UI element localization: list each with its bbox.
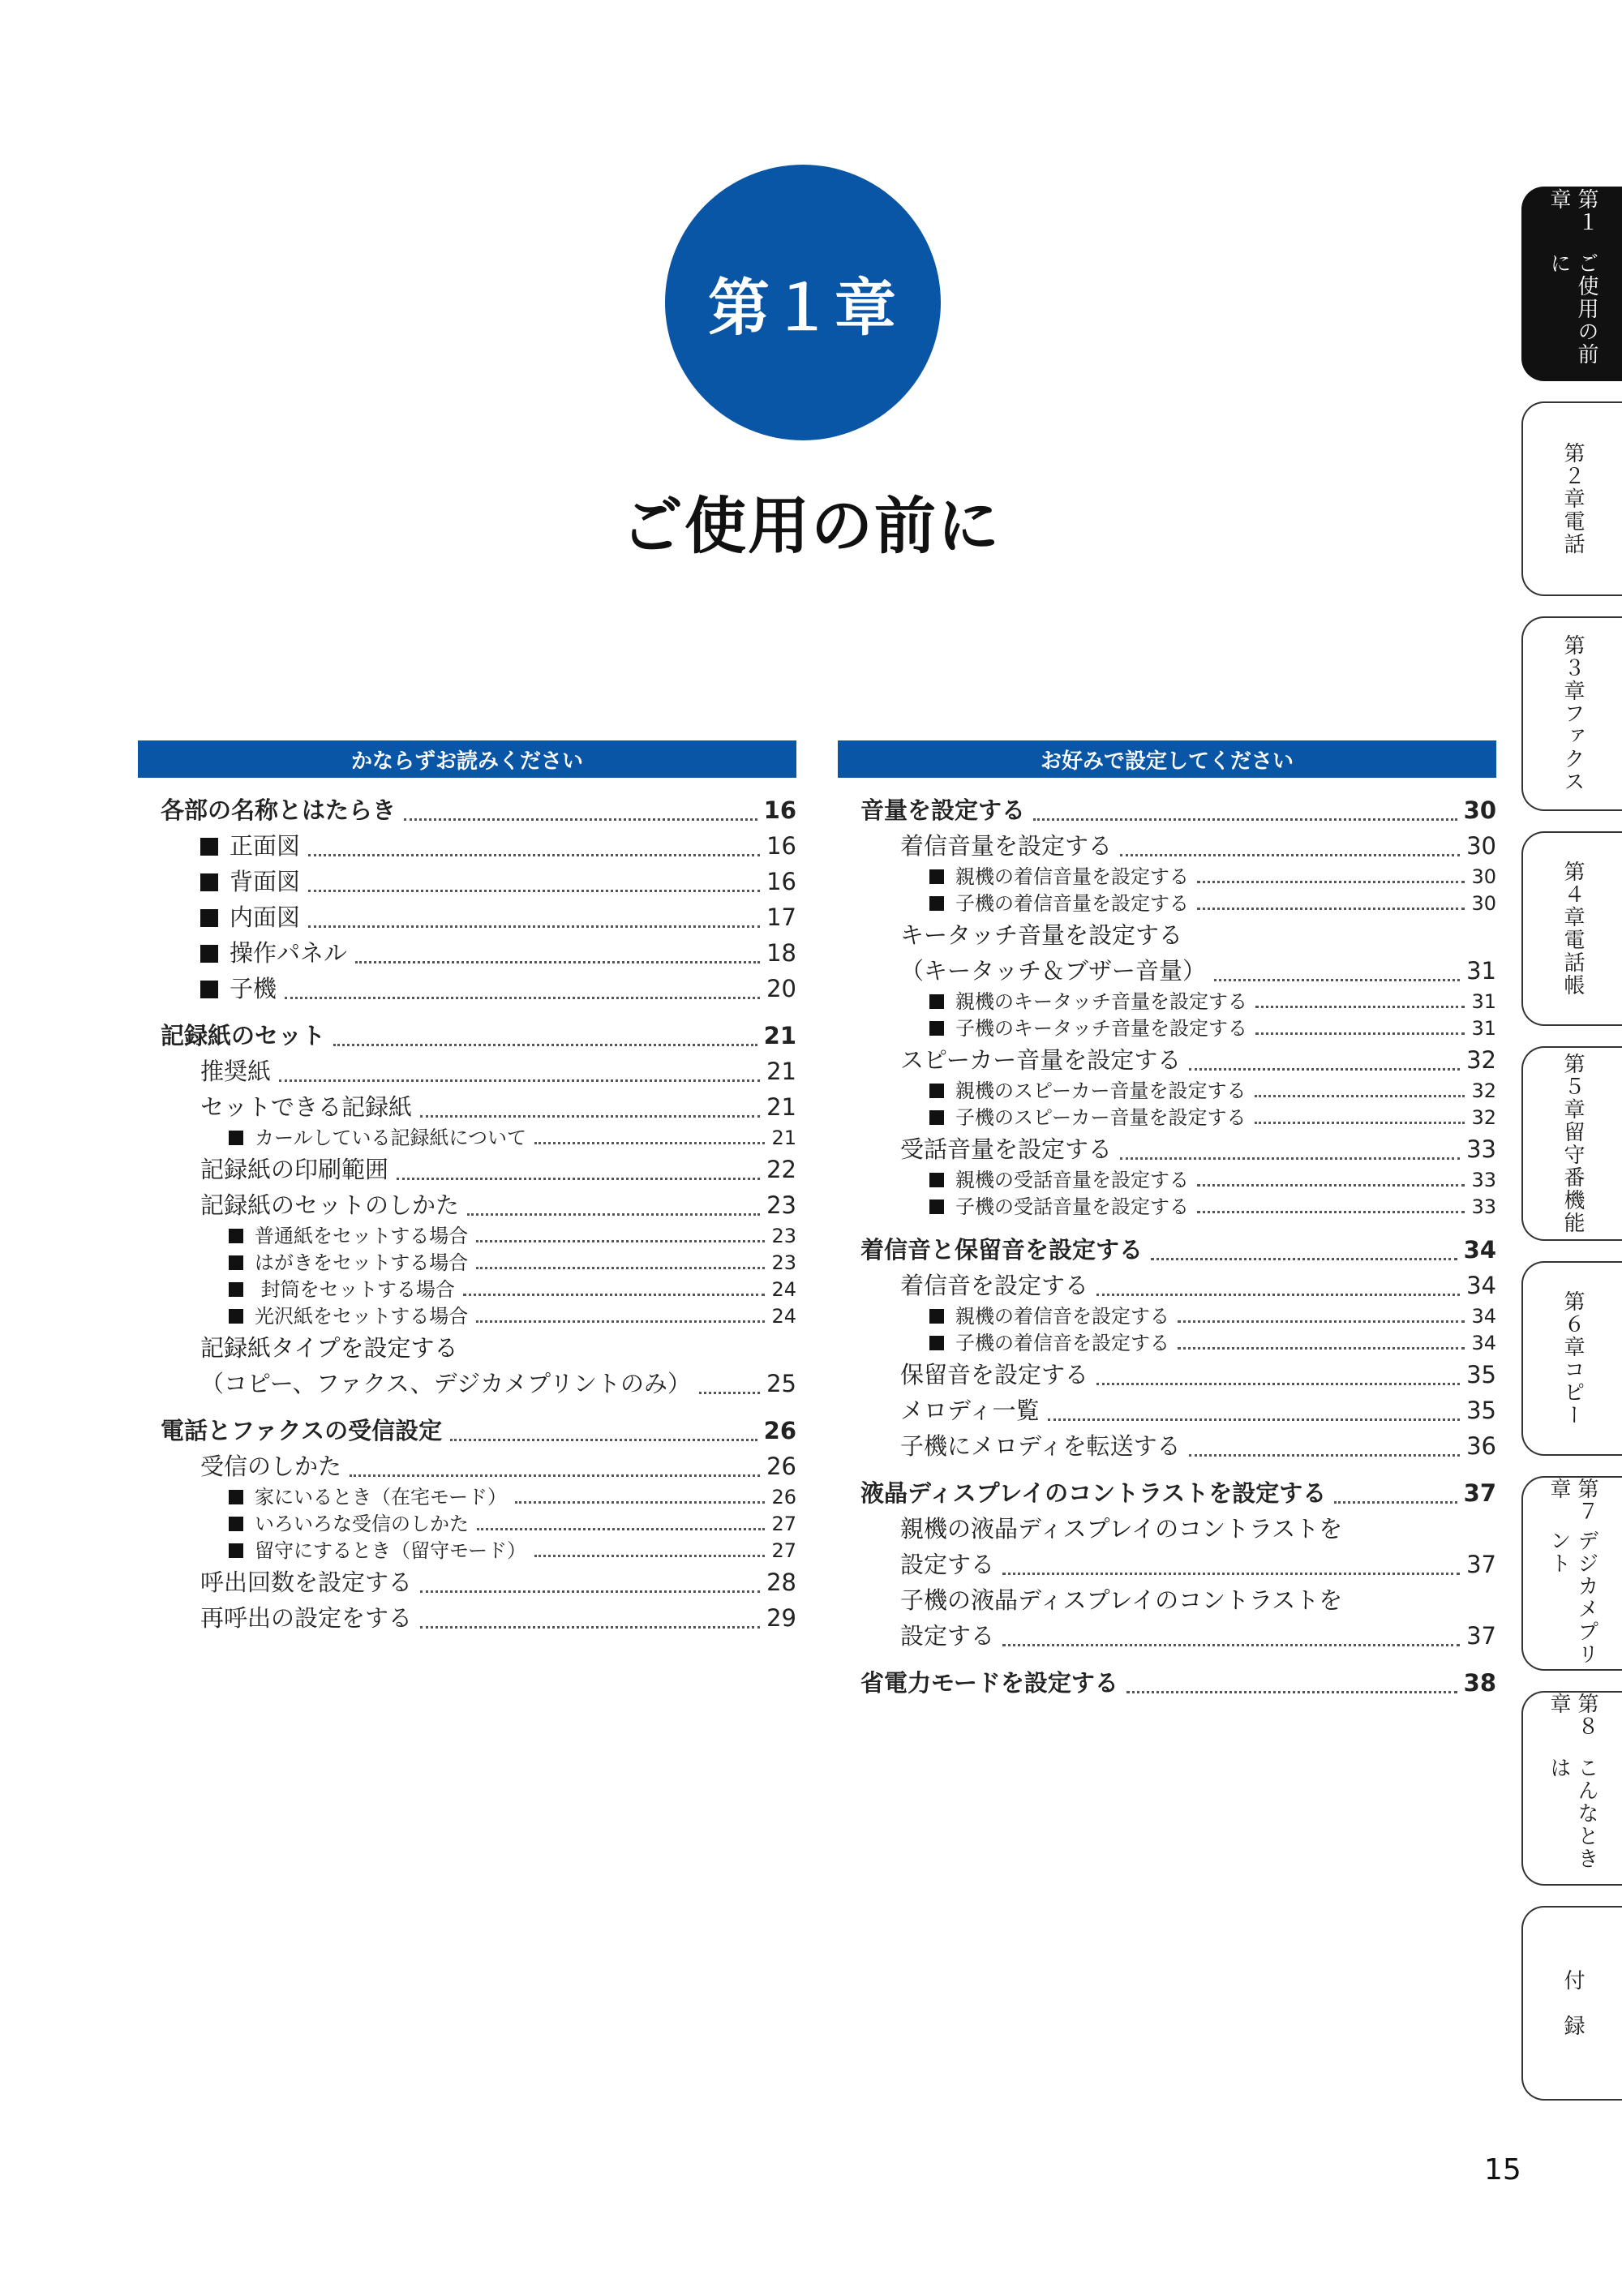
dot-leader (476, 1320, 765, 1323)
toc-entry-text: 保留音を設定する (900, 1361, 1089, 1388)
toc-entry-text: 親機の着信音を設定する (955, 1305, 1169, 1328)
toc-page-number: 34 (1463, 1236, 1496, 1264)
tab-chapter-title: 留守番機能 (1560, 1121, 1585, 1234)
toc-entry-text: セットできる記録紙 (200, 1093, 413, 1121)
toc-page-number: 25 (766, 1370, 796, 1397)
toc-entry[interactable] (838, 1105, 1496, 1131)
toc-page-number: 37 (1466, 1622, 1496, 1650)
bullet-square-icon (200, 909, 218, 927)
dot-leader (1002, 1573, 1460, 1575)
toc-entry-text: 記録紙の印刷範囲 (200, 1156, 389, 1183)
dot-leader (1255, 1006, 1465, 1008)
toc-entry[interactable] (838, 1015, 1496, 1042)
dot-leader (1033, 818, 1457, 821)
toc-section-entry[interactable] (138, 1018, 796, 1054)
dot-leader (463, 1294, 766, 1296)
bullet-square-icon (929, 1199, 944, 1214)
toc-entry[interactable] (138, 1303, 796, 1330)
toc-page-number: 22 (766, 1156, 796, 1183)
toc-page-number: 29 (766, 1604, 796, 1632)
toc-entry[interactable] (138, 1152, 796, 1187)
toc-page-number: 33 (1471, 1195, 1496, 1218)
toc-page-number: 28 (766, 1569, 796, 1596)
toc-entry-text: はがきをセットする場合 (255, 1251, 469, 1274)
dot-leader (476, 1240, 765, 1242)
bullet-square-icon (229, 1131, 243, 1145)
toc-entry[interactable] (138, 1223, 796, 1250)
dot-leader (1197, 1184, 1465, 1187)
bullet-square-icon (229, 1282, 243, 1297)
dot-leader (1197, 1211, 1465, 1213)
dot-leader (1002, 1644, 1460, 1646)
toc-page-number: 21 (766, 1093, 796, 1121)
toc-page-number: 32 (1471, 1106, 1496, 1129)
toc-entry[interactable] (138, 1484, 796, 1511)
toc-entry-text: 着信音量を設定する (900, 832, 1113, 860)
page-title: ご使用の前に (621, 490, 1001, 562)
toc-page-number: 27 (771, 1513, 796, 1535)
dot-leader (1255, 1032, 1465, 1035)
toc-page-number: 21 (763, 1022, 796, 1049)
dot-leader (515, 1501, 765, 1504)
toc-entry[interactable] (838, 891, 1496, 917)
toc-entry[interactable] (138, 1448, 796, 1484)
toc-entry[interactable] (838, 1131, 1496, 1167)
toc-section-entry[interactable] (838, 1665, 1496, 1701)
tab-chapter-number: 第４章 (1560, 860, 1585, 929)
toc-entry-text: 親機の着信音量を設定する (955, 865, 1189, 888)
toc-page-number: 31 (1471, 990, 1496, 1013)
toc-entry[interactable] (138, 899, 796, 935)
toc-entry[interactable] (138, 1366, 796, 1401)
toc-page-number: 35 (1466, 1397, 1496, 1424)
toc-section-entry[interactable] (838, 1475, 1496, 1511)
toc-section-title: 着信音と保留音を設定する (860, 1236, 1144, 1264)
toc-entry-text: 内面図 (230, 903, 301, 931)
toc-entry[interactable] (838, 1268, 1496, 1303)
chapter-tab-2[interactable] (1521, 401, 1622, 596)
toc-page-number: 35 (1466, 1361, 1496, 1388)
toc-entry[interactable] (838, 1393, 1496, 1428)
dot-leader (1178, 1347, 1465, 1350)
toc-page-number: 16 (763, 796, 796, 824)
toc-entry-text: キータッチ音量を設定する (900, 921, 1183, 949)
toc-entry-text: スピーカー音量を設定する (900, 1046, 1182, 1074)
chapter-tab-3[interactable] (1521, 616, 1622, 811)
tab-chapter-number: 第３章 (1560, 634, 1585, 702)
bullet-square-icon (929, 869, 944, 884)
tab-chapter-number: 第１章 (1547, 188, 1598, 234)
toc-entry-text: 背面図 (230, 868, 301, 895)
toc-entry[interactable] (138, 1538, 796, 1564)
tab-chapter-title: ファクス (1560, 702, 1585, 793)
chapter-tab-4[interactable] (1521, 831, 1622, 1026)
dot-leader (1126, 1691, 1457, 1693)
dot-leader (1189, 1068, 1460, 1071)
toc-entry[interactable] (838, 1428, 1496, 1464)
bullet-square-icon (229, 1309, 243, 1324)
toc-entry-text: 受信のしかた (200, 1453, 342, 1480)
toc-entry-line[interactable] (138, 1330, 796, 1366)
tab-chapter-number: 第７章 (1547, 1478, 1598, 1523)
toc-section-title: 各部の名称とはたらき (161, 796, 397, 824)
toc-page-number: 33 (1466, 1135, 1496, 1163)
toc-entry-text: 子機のキータッチ音量を設定する (955, 1017, 1247, 1040)
dot-leader (534, 1555, 765, 1557)
dot-leader (467, 1213, 760, 1216)
dot-leader (534, 1142, 765, 1144)
chapter-tab-1[interactable] (1521, 187, 1622, 381)
toc-entry[interactable] (838, 1303, 1496, 1330)
toc-entry-text: 記録紙のセットのしかた (200, 1191, 460, 1219)
bullet-square-icon (200, 838, 218, 856)
toc-entry-text: 子機のスピーカー音量を設定する (955, 1106, 1247, 1129)
toc-entry[interactable] (138, 828, 796, 864)
toc-entry[interactable] (838, 953, 1496, 989)
toc-entry-text: （コピー、ファクス、デジカメプリントのみ） (200, 1370, 691, 1397)
toc-entry-text: 親機のキータッチ音量を設定する (955, 990, 1247, 1013)
toc-entry-text: 親機の受話音量を設定する (955, 1169, 1189, 1191)
toc-entry-text: 正面図 (230, 832, 301, 860)
toc-page-number: 31 (1466, 957, 1496, 985)
toc-entry[interactable] (838, 1194, 1496, 1221)
toc-page-number: 21 (771, 1127, 796, 1149)
toc-entry-line[interactable] (838, 917, 1496, 953)
chapter-tab-8[interactable] (1521, 1691, 1622, 1886)
toc-entry-text: 子機 (230, 975, 277, 1002)
bullet-square-icon (929, 994, 944, 1009)
toc-page-number: 26 (771, 1486, 796, 1508)
toc-page-number: 36 (1466, 1432, 1496, 1460)
toc-entry-text: 呼出回数を設定する (200, 1569, 413, 1596)
toc-entry-text: 封筒をセットする場合 (255, 1278, 455, 1301)
toc-section-title: 液晶ディスプレイのコントラストを設定する (860, 1479, 1327, 1507)
toc-entry-text: カールしている記録紙について (255, 1127, 527, 1149)
tab-chapter-number: 第５章 (1560, 1053, 1585, 1121)
toc-entry[interactable] (138, 1250, 796, 1277)
dot-leader (355, 961, 760, 963)
dot-leader (477, 1528, 765, 1530)
toc-entry[interactable] (138, 1600, 796, 1636)
bullet-square-icon (200, 945, 218, 963)
toc-page-number: 38 (1463, 1669, 1496, 1697)
dot-leader (1189, 1454, 1460, 1457)
bullet-square-icon (929, 1309, 944, 1324)
dot-leader (308, 925, 760, 928)
toc-page-number: 31 (1471, 1017, 1496, 1040)
chapter-tab-5[interactable] (1521, 1046, 1622, 1241)
toc-page-number: 26 (766, 1453, 796, 1480)
dot-leader (1255, 1095, 1465, 1097)
toc-entry[interactable] (138, 1125, 796, 1152)
toc-entry-line[interactable] (838, 1511, 1496, 1547)
bullet-square-icon (929, 896, 944, 911)
toc-entry-text: 子機にメロディを転送する (900, 1432, 1181, 1460)
tab-chapter-number: 第２章 (1560, 442, 1585, 510)
dot-leader (404, 818, 757, 821)
toc-page-number: 33 (1471, 1169, 1496, 1191)
toc-entry-text: 親機の液晶ディスプレイのコントラストを (900, 1515, 1343, 1543)
toc-section-entry[interactable] (138, 1413, 796, 1448)
toc-list (838, 792, 1496, 1701)
toc-entry-text: 親機のスピーカー音量を設定する (955, 1079, 1247, 1102)
dot-leader (397, 1178, 760, 1180)
toc-page-number: 24 (771, 1305, 796, 1328)
toc-page-number: 34 (1466, 1272, 1496, 1299)
toc-page-number: 26 (763, 1417, 796, 1444)
toc-entry-text: 子機の受話音量を設定する (955, 1195, 1189, 1218)
toc-entry-text: 設定する (900, 1622, 995, 1650)
toc-entry[interactable] (838, 1042, 1496, 1078)
dot-leader (1178, 1320, 1465, 1323)
toc-column-optional (838, 740, 1496, 1701)
toc-section-title: 音量を設定する (860, 796, 1026, 824)
toc-entry-text: いろいろな受信のしかた (255, 1513, 469, 1535)
toc-page-number: 16 (766, 868, 796, 895)
toc-entry[interactable] (838, 864, 1496, 891)
toc-page-number: 17 (766, 903, 796, 931)
dot-leader (1151, 1258, 1457, 1260)
toc-section-title: 省電力モードを設定する (860, 1669, 1118, 1697)
toc-entry-text: （キータッチ＆ブザー音量） (900, 957, 1207, 985)
bullet-square-icon (229, 1517, 243, 1531)
toc-page-number: 16 (766, 832, 796, 860)
toc-page-number: 24 (771, 1278, 796, 1301)
toc-list (138, 792, 796, 1636)
tab-chapter-title: こんなときは (1547, 1756, 1598, 1870)
dot-leader (350, 1474, 760, 1477)
toc-section-title: 記録紙のセット (161, 1022, 326, 1049)
toc-entry-text: 子機の着信音量を設定する (955, 892, 1189, 915)
toc-page-number: 23 (771, 1225, 796, 1247)
toc-page-number: 32 (1466, 1046, 1496, 1074)
toc-entry[interactable] (838, 1618, 1496, 1654)
dot-leader (1197, 908, 1465, 910)
chapter-label: 第１章 (708, 271, 898, 344)
chapter-badge (665, 165, 941, 440)
toc-page-number: 23 (771, 1251, 796, 1274)
chapter-tab-9[interactable] (1521, 1906, 1622, 2101)
toc-page-number: 18 (766, 939, 796, 967)
toc-page-number: 32 (1471, 1079, 1496, 1102)
toc-entry[interactable] (138, 1054, 796, 1089)
dot-leader (1120, 854, 1460, 856)
toc-entry-text: 子機の着信音を設定する (955, 1332, 1169, 1354)
tab-chapter-title: ご使用の前に (1547, 251, 1598, 366)
tab-chapter-title: 電話 (1560, 510, 1585, 556)
dot-leader (1334, 1501, 1457, 1504)
toc-page-number: 37 (1466, 1551, 1496, 1578)
bullet-square-icon (929, 1336, 944, 1350)
page-number: 15 (1484, 2153, 1521, 2187)
bullet-square-icon (929, 1173, 944, 1187)
bullet-square-icon (229, 1255, 243, 1270)
dot-leader (699, 1392, 760, 1394)
toc-entry[interactable] (138, 935, 796, 971)
toc-page-number: 23 (766, 1191, 796, 1219)
toc-entry[interactable] (138, 864, 796, 899)
toc-entry-text: 設定する (900, 1551, 995, 1578)
toc-page-number: 27 (771, 1539, 796, 1562)
toc-entry[interactable] (838, 1547, 1496, 1582)
toc-section-entry[interactable] (838, 1232, 1496, 1268)
toc-entry[interactable] (138, 1187, 796, 1223)
dot-leader (1096, 1383, 1460, 1385)
column-header: お好みで設定してください (838, 740, 1496, 778)
toc-section-entry[interactable] (838, 792, 1496, 828)
dot-leader (450, 1439, 757, 1441)
toc-entry[interactable] (838, 1167, 1496, 1194)
toc-page-number: 34 (1471, 1332, 1496, 1354)
toc-entry[interactable] (838, 1078, 1496, 1105)
toc-page-number: 30 (1471, 865, 1496, 888)
toc-page-number: 37 (1463, 1479, 1496, 1507)
dot-leader (1197, 881, 1465, 883)
toc-entry[interactable] (138, 1089, 796, 1125)
dot-leader (420, 1115, 760, 1118)
tab-chapter-title: 電話帳 (1560, 929, 1585, 997)
toc-entry[interactable] (838, 989, 1496, 1015)
dot-leader (333, 1044, 757, 1046)
bullet-square-icon (200, 981, 218, 998)
toc-entry-text: メロディ一覧 (900, 1397, 1040, 1424)
toc-entry[interactable] (138, 1277, 796, 1303)
dot-leader (285, 997, 760, 999)
toc-entry-line[interactable] (838, 1582, 1496, 1618)
dot-leader (1255, 1122, 1465, 1124)
dot-leader (308, 854, 760, 856)
toc-entry[interactable] (838, 828, 1496, 864)
chapter-tab-6[interactable] (1521, 1261, 1622, 1456)
tab-chapter-number: 第８章 (1547, 1693, 1598, 1738)
toc-entry-text: 普通紙をセットする場合 (255, 1225, 469, 1247)
toc-entry-text: 受話音量を設定する (900, 1135, 1113, 1163)
bullet-square-icon (229, 1229, 243, 1243)
dot-leader (308, 890, 760, 892)
toc-entry[interactable] (838, 1357, 1496, 1393)
toc-entry-text: 子機の液晶ディスプレイのコントラストを (900, 1586, 1343, 1614)
dot-leader (476, 1267, 765, 1269)
toc-page-number: 30 (1471, 892, 1496, 915)
bullet-square-icon (929, 1084, 944, 1098)
toc-entry-text: 記録紙タイプを設定する (200, 1334, 458, 1362)
toc-entry[interactable] (138, 971, 796, 1006)
toc-entry-text: 光沢紙をセットする場合 (255, 1305, 469, 1328)
toc-section-title: 電話とファクスの受信設定 (161, 1417, 443, 1444)
bullet-square-icon (200, 873, 218, 891)
bullet-square-icon (929, 1110, 944, 1125)
toc-page-number: 34 (1471, 1305, 1496, 1328)
toc-entry-text: 操作パネル (230, 939, 348, 967)
tab-chapter-number: 付 録 (1560, 1969, 1585, 2037)
toc-section-entry[interactable] (138, 792, 796, 828)
column-header: かならずお読みください (138, 740, 796, 778)
tab-chapter-number: 第６章 (1560, 1290, 1585, 1358)
chapter-tab-7[interactable] (1521, 1476, 1622, 1671)
toc-entry-text: 留守にするとき（留守モード） (255, 1539, 527, 1562)
dot-leader (420, 1626, 760, 1629)
bullet-square-icon (929, 1021, 944, 1036)
toc-entry-text: 再呼出の設定をする (200, 1604, 413, 1632)
toc-entry[interactable] (838, 1330, 1496, 1357)
toc-entry-text: 推奨紙 (200, 1058, 272, 1085)
toc-page-number: 20 (766, 975, 796, 1002)
toc-page-number: 30 (1466, 832, 1496, 860)
bullet-square-icon (229, 1490, 243, 1504)
toc-entry[interactable] (138, 1564, 796, 1600)
dot-leader (1048, 1418, 1460, 1421)
dot-leader (1096, 1294, 1460, 1296)
toc-page-number: 21 (766, 1058, 796, 1085)
dot-leader (1214, 979, 1460, 981)
toc-page-number: 30 (1463, 796, 1496, 824)
dot-leader (420, 1590, 760, 1593)
tab-chapter-title: デジカメプリント (1547, 1530, 1598, 1667)
toc-column-required (138, 740, 796, 1636)
dot-leader (1120, 1157, 1460, 1160)
toc-entry-text: 家にいるとき（在宅モード） (255, 1486, 508, 1508)
tab-chapter-title: コピー (1560, 1358, 1585, 1427)
dot-leader (279, 1079, 760, 1082)
bullet-square-icon (229, 1543, 243, 1558)
toc-entry[interactable] (138, 1511, 796, 1538)
toc-entry-text: 着信音を設定する (900, 1272, 1089, 1299)
